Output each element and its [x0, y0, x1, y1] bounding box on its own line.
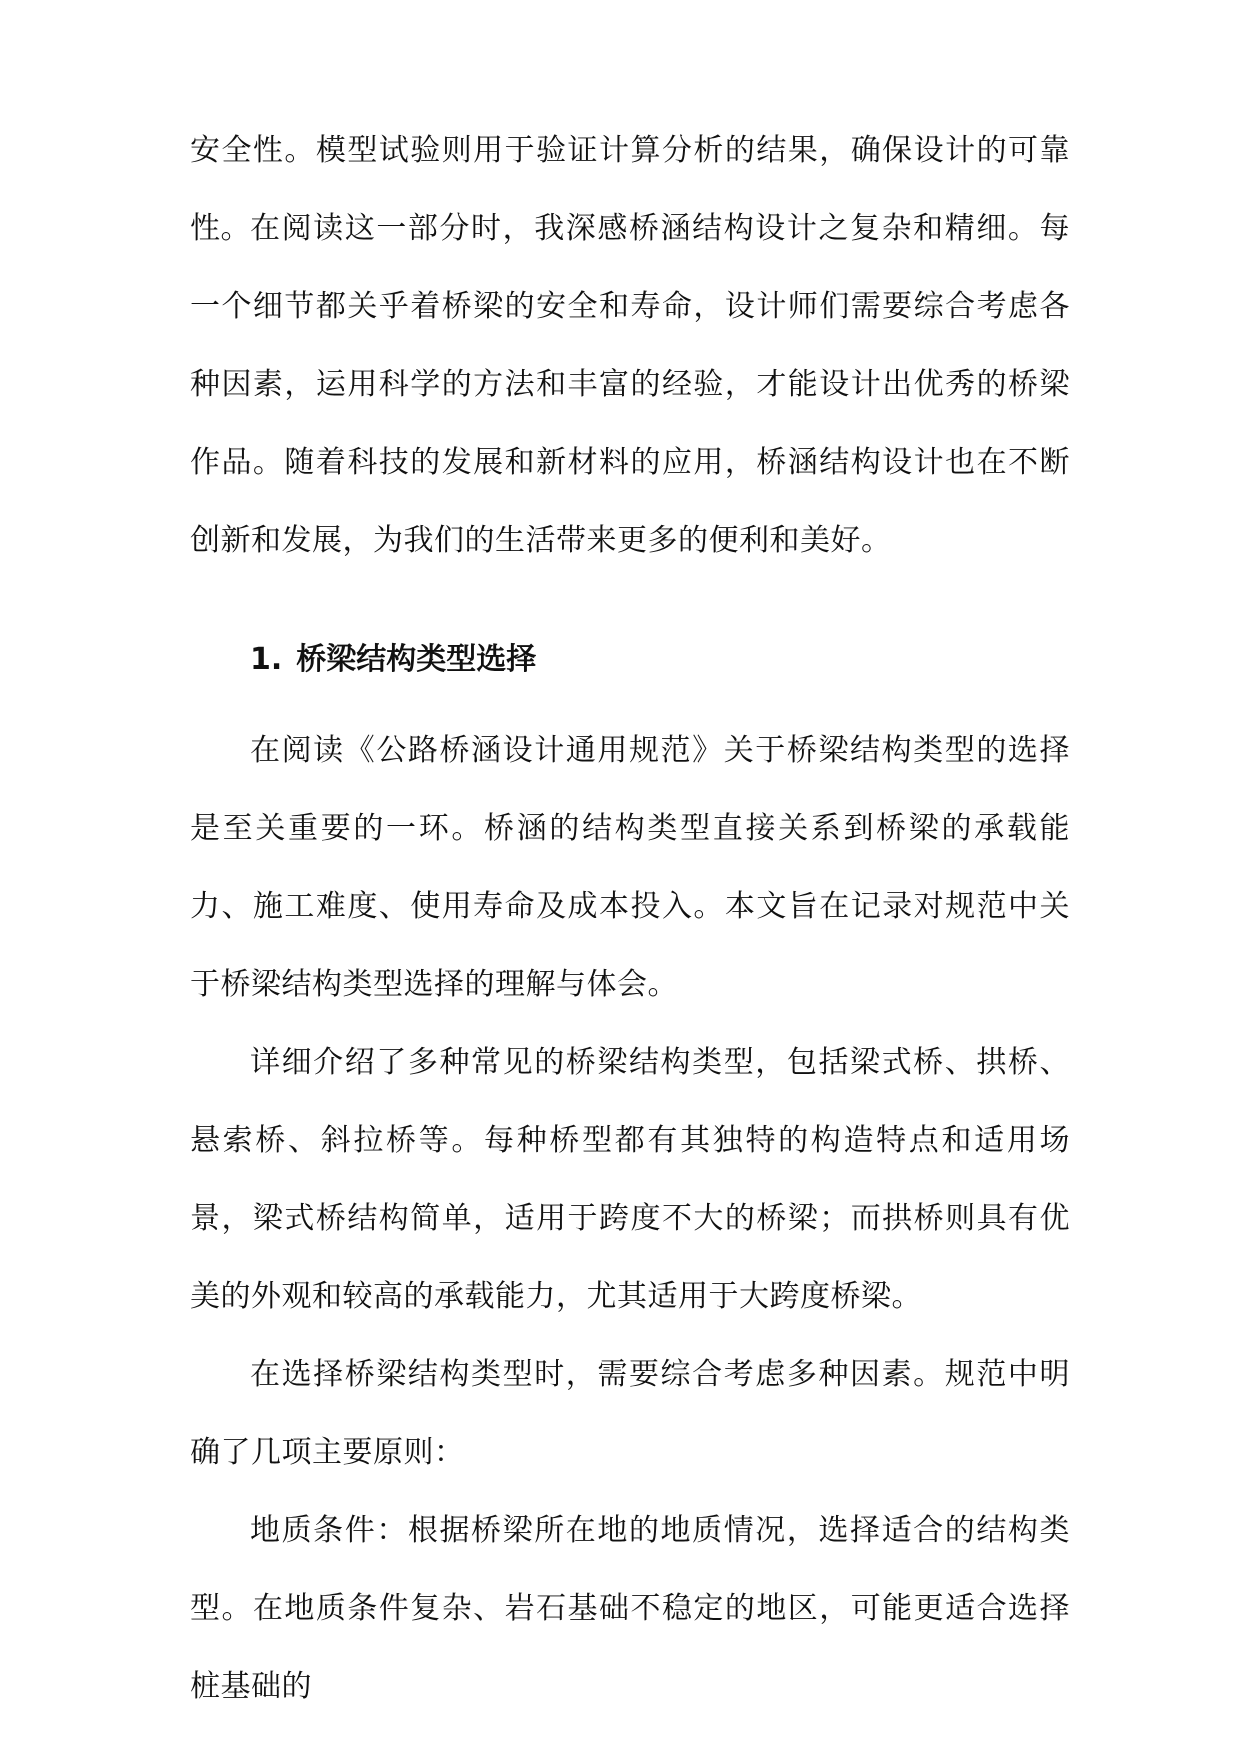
paragraph-intro: 在阅读《公路桥涵设计通用规范》关于桥梁结构类型的选择是至关重要的一环。桥涵的结构类型直接关系到桥梁的承载能力、施工难度、使用寿命及成本投入。本文旨在记录对规范中关于桥梁结构类型选择的理解与体会。 — [190, 733, 1070, 1002]
paragraph-reflection: 在阅读这一部分时，我深感桥涵结构设计之复杂和精细。每一个细节都关乎着桥梁的安全和寿命，设计师们需要综合考虑各种因素，运用科学的方法和丰富的经验，才能设计出优秀的桥梁作品。随着科技的发展和新材料的应用，桥涵结构设计也在不断创新和发展，为我们的生活带来更多的便利和美好。 — [190, 211, 1070, 558]
section-heading — [250, 640, 536, 680]
paragraph-principles: 在选择桥梁结构类型时，需要综合考虑多种因素。规范中明确了几项主要原则： — [190, 1357, 1070, 1470]
section-number: 1. — [250, 642, 283, 677]
paragraph-continuation: 安全性。模型试验则用于验证计算分析的结果，确保设计的可靠性。 — [190, 133, 1070, 246]
paragraph-bridge-types: 详细介绍了多种常见的桥梁结构类型，包括梁式桥、拱桥、悬索桥、斜拉桥等。每种桥型都有其独特的构造特点和适用场景，梁式桥结构简单，适用于跨度不大的桥梁；而拱桥则具有优美的外观和较高的承载能力，尤其适用于大跨度桥梁。 — [190, 1045, 1070, 1314]
paragraph-geology: 地质条件：根据桥梁所在地的地质情况，选择适合的结构类型。在地质条件复杂、岩石基础不稳定的地区，可能更适合选择桩基础的 — [190, 1513, 1070, 1704]
section-title: 桥梁结构类型选择 — [296, 642, 537, 677]
